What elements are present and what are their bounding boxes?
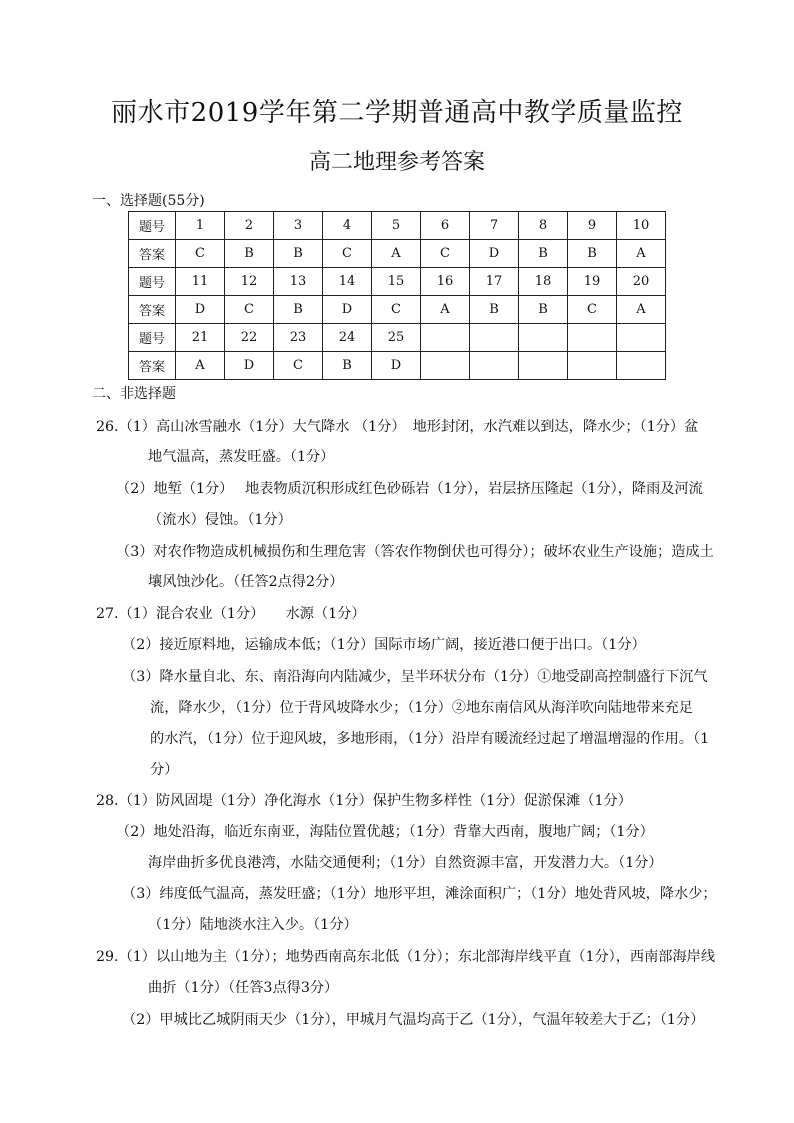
table-cell: D (470, 240, 519, 268)
table-cell: B (274, 240, 323, 268)
answer-line: 流，降水少，（1分）位于背风坡降水少；（1分）②地东南信风从海洋吹向陆地带来充足 (150, 700, 693, 716)
table-cell: B (225, 240, 274, 268)
table-cell: A (372, 240, 421, 268)
table-cell (421, 324, 470, 352)
table-cell: 2 (225, 212, 274, 240)
answer-line: 地气温高，蒸发旺盛。（1分） (148, 449, 335, 465)
table-cell: 6 (421, 212, 470, 240)
page-title: 丽水市2019学年第二学期普通高中教学质量监控 (111, 98, 683, 128)
table-cell: 24 (323, 324, 372, 352)
table-cell (568, 352, 617, 380)
table-cell: 7 (470, 212, 519, 240)
table-cell: 13 (274, 268, 323, 296)
table-cell: A (176, 352, 225, 380)
table-cell: A (617, 296, 666, 324)
answer-table (128, 211, 666, 380)
table-cell: B (470, 296, 519, 324)
row-label-cell: 题号 (129, 324, 176, 352)
table-cell: 23 (274, 324, 323, 352)
table-cell (617, 352, 666, 380)
table-cell: 10 (617, 212, 666, 240)
table-row (129, 212, 666, 240)
table-cell: 17 (470, 268, 519, 296)
table-cell: D (323, 296, 372, 324)
table-cell: C (225, 296, 274, 324)
table-row (129, 240, 666, 268)
table-cell: 11 (176, 268, 225, 296)
table-row (129, 296, 666, 324)
answer-line: （3）降水量自北、东、南沿海向内陆减少，呈半环状分布（1分）①地受副高控制盛行下沉气 (122, 669, 708, 685)
answer-line: （3）对农作物造成机械损伤和生理危害（答农作物倒伏也可得分）；破坏农业生产设施；造成土 (116, 544, 714, 560)
table-cell (617, 324, 666, 352)
answer-line: （3）纬度低气温高，蒸发旺盛；（1分）地形平坦，滩涂面积广；（1分）地处背风坡，降水少； (122, 886, 717, 902)
table-cell: 15 (372, 268, 421, 296)
table-cell: C (176, 240, 225, 268)
table-cell: D (176, 296, 225, 324)
table-cell: C (323, 240, 372, 268)
answer-line: 29.（1）以山地为主（1分）；地势西南高东北低（1分）；东北部海岸线平直（1分），西南部海岸线 (96, 949, 716, 965)
table-cell: 4 (323, 212, 372, 240)
answer-line: 28.（1）防风固堤（1分）净化海水（1分）保护生物多样性（1分）促淤保滩（1分） (96, 793, 632, 809)
table-cell (568, 324, 617, 352)
table-cell: 21 (176, 324, 225, 352)
table-cell (470, 352, 519, 380)
answer-line: 的水汽，（1分）位于迎风坡，多地形雨，（1分）沿岸有暖流经过起了增温增湿的作用。（1 (150, 731, 710, 747)
table-cell: 22 (225, 324, 274, 352)
answer-line: （2）接近原料地，运输成本低；（1分）国际市场广阔，接近港口便于出口。（1分） (122, 637, 646, 653)
table-cell: C (372, 296, 421, 324)
section-heading-choice: 一、选择题(55分) (92, 193, 205, 209)
table-cell: A (617, 240, 666, 268)
table-row (129, 324, 666, 352)
table-cell: 1 (176, 212, 225, 240)
table-row (129, 268, 666, 296)
page-subtitle: 高二地理参考答案 (308, 150, 485, 175)
answer-line: 分） (150, 762, 179, 778)
table-cell: B (519, 240, 568, 268)
row-label-cell: 答案 (129, 296, 176, 324)
table-cell: B (274, 296, 323, 324)
row-label-cell: 题号 (129, 268, 176, 296)
table-row (129, 352, 666, 380)
table-cell: C (274, 352, 323, 380)
table-cell: 16 (421, 268, 470, 296)
table-cell: 20 (617, 268, 666, 296)
table-cell (470, 324, 519, 352)
row-label-cell: 题号 (129, 212, 176, 240)
table-cell: 9 (568, 212, 617, 240)
table-cell: B (568, 240, 617, 268)
row-label-cell: 答案 (129, 240, 176, 268)
answer-line: 曲折（1分）（任答3点得3分） (148, 980, 339, 996)
table-cell: D (225, 352, 274, 380)
table-cell: 3 (274, 212, 323, 240)
answer-line: （2）甲城比乙城阴雨天少（1分），甲城月气温均高于乙（1分），气温年较差大于乙；（1分） (122, 1012, 705, 1028)
answer-line: 壤风蚀沙化。（任答2点得2分） (148, 574, 344, 590)
answer-line: （2）地堑（1分） 地表物质沉积形成红色砂砾岩（1分），岩层挤压隆起（1分），降雨及河流 (116, 481, 703, 497)
table-cell (519, 324, 568, 352)
table-cell: 14 (323, 268, 372, 296)
answer-line: （2）地处沿海，临近东南亚，海陆位置优越；（1分）背靠大西南，腹地广阔；（1分） (116, 824, 654, 840)
table-cell: B (323, 352, 372, 380)
table-cell: C (568, 296, 617, 324)
answer-line: （流水）侵蚀。（1分） (148, 512, 292, 528)
table-cell: D (372, 352, 421, 380)
table-cell (519, 352, 568, 380)
section-heading-nonchoice: 二、非选择题 (92, 386, 176, 402)
table-cell: 18 (519, 268, 568, 296)
table-cell: C (421, 240, 470, 268)
answer-line: 27.（1）混合农业（1分） 水源（1分） (96, 606, 366, 622)
table-cell: 12 (225, 268, 274, 296)
table-cell: 5 (372, 212, 421, 240)
table-cell: 8 (519, 212, 568, 240)
table-cell: 25 (372, 324, 421, 352)
answer-line: 海岸曲折多优良港湾，水陆交通便利；（1分）自然资源丰富，开发潜力大。（1分） (148, 855, 663, 871)
row-label-cell: 答案 (129, 352, 176, 380)
answer-line: 26.（1）高山冰雪融水（1分）大气降水 （1分） 地形封闭，水汽难以到达，降水少；（1分）盆 (96, 419, 699, 435)
table-cell (421, 352, 470, 380)
table-cell: A (421, 296, 470, 324)
table-cell: 19 (568, 268, 617, 296)
answer-line: （1分）陆地淡水注入少。（1分） (148, 917, 358, 933)
table-cell: B (519, 296, 568, 324)
